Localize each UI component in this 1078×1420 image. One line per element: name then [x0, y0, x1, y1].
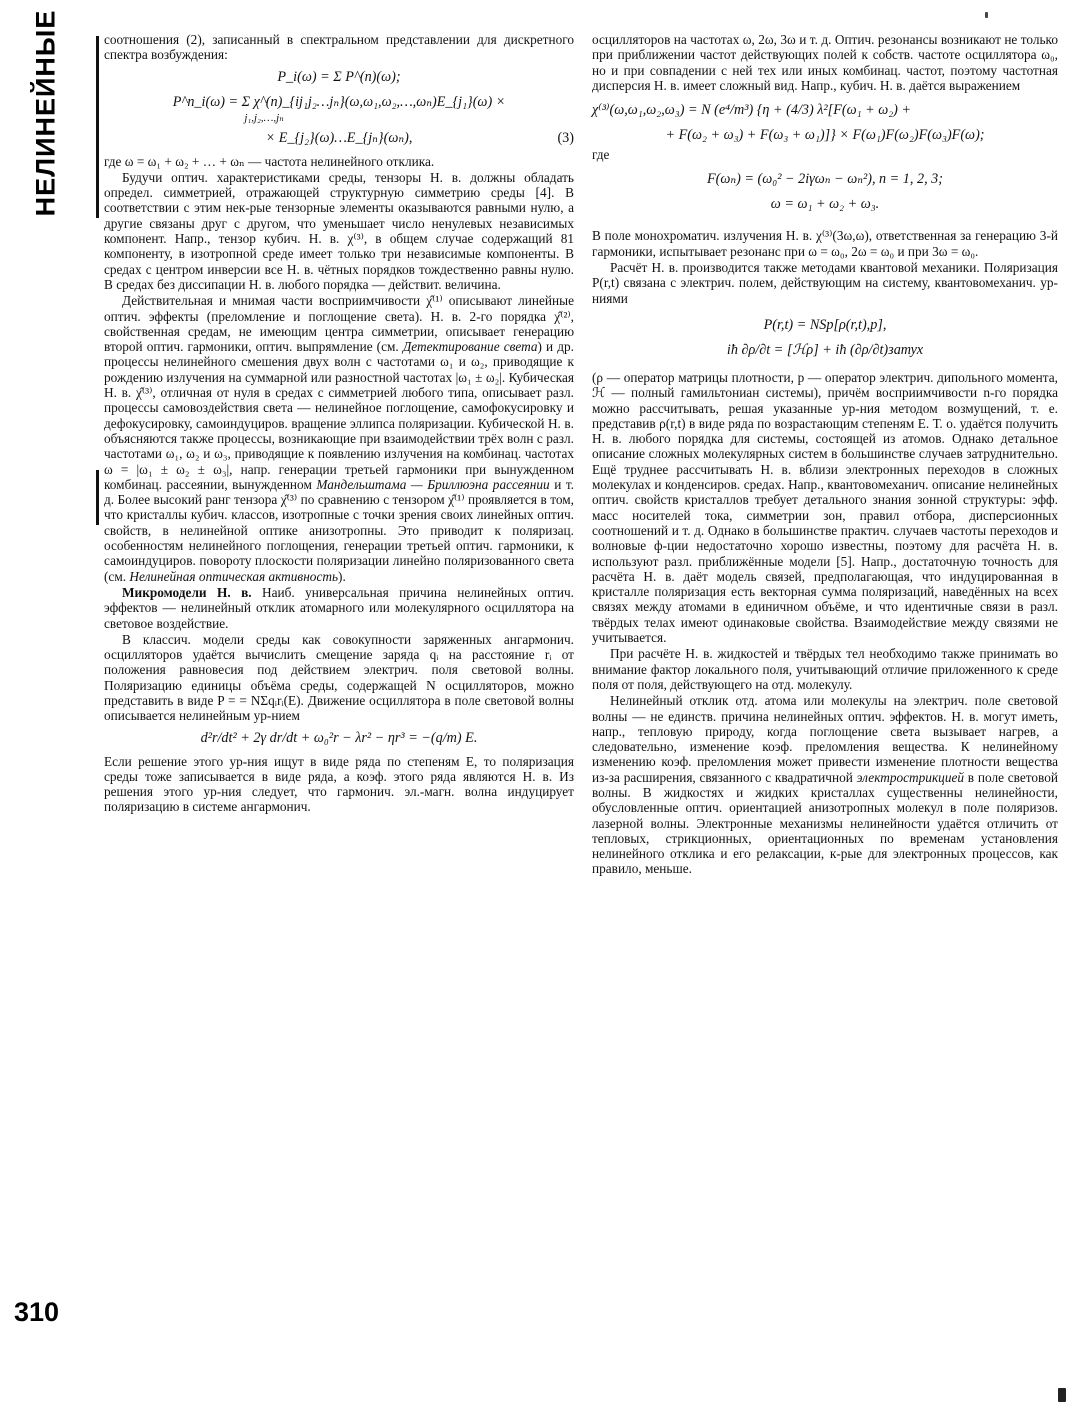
where-label: где	[592, 147, 610, 163]
paragraph: При расчёте Н. в. жидкостей и твёрдых тел необходимо также принимать во внимание фактор локального поля, учитывающий отличие приложенного к среде поля от поля, действующего на отд. молекулу.	[592, 646, 1058, 692]
scan-speck	[1058, 1388, 1066, 1402]
equation: iħ ∂ρ/∂t = [ℋρ] + iħ (∂ρ/∂t)затух	[726, 341, 924, 358]
paragraph: где ω = ω₁ + ω₂ + … + ωₙ — частота нелинейного отклика.	[104, 153, 435, 169]
paragraph: В классич. модели среды как совокупности заряженных ангармонич. осцилляторов удаётся вычислить смещение заряда qᵢ на расстояние rᵢ от положения равновесия под действием электрич. поля световой волны. Поляризацию единицы объёма среды, содержащей N осцилляторов, можно представить в виде P = = NΣqᵢrᵢ(E). Движение осциллятора в поле световой волны описывается нелинейным ур-нием	[104, 631, 574, 724]
equation-number: (3)	[557, 129, 574, 146]
equation-subscript: j₁,j₂,…,jₙ	[244, 111, 284, 124]
paragraph: (ρ — оператор матрицы плотности, p — оператор электрич. дипольного момента, ℋ — полный гамильтониан системы), причём восприимчивости n-го порядка можно рассчитывать, решая указанные ур-ния методом возмущений, т. е. представив ρ(r,t) в виде ряда по возрастающим степеням E. Т. о. удаётся получить Н. в. любого порядка для системы, состоящей из атомов. Однако детальное описание сложных молекулярных систем в большинстве случаев затруднительно. Ещё труднее рассчитывать Н. в. вблизи электронных переходов в сложных молекулах и конденсиров. средах. Напр., квантовомеханич. описание нелинейных оптич. свойств кристаллов требует детального знания зонной структуры: эфф. масс носителей тока, симметрии зон, правил отбора, дисперсионных соотношений и т. д. Однако в большинстве практич. случаев частоты переходов и волновые ф-ции недостаточно хорошо известны, поэтому для расчёта Н. в. используют разл. приближённые модели [5]. Напр., достаточную точность для расчёта Н. в. даёт модель связей, предполагающая, что индуцированная в кристалле поляризация есть векторная сумма поляризаций, наведённых на всех связях между атомами в единичном объёме, и что идентичные связи в разл. твёрдых телах имеют одинаковые свойства. Взаимодействие между связями не учитывается.	[592, 369, 1058, 646]
cross-reference: Детектирование света	[402, 339, 538, 355]
page-number: 310	[14, 1297, 60, 1327]
cross-reference: электрострикцией	[856, 769, 965, 785]
equation: ω = ω₁ + ω₂ + ω₃.	[770, 196, 880, 213]
paragraph: Расчёт Н. в. производится также методами квантовой механики. Поляризация P(r,t) связана с электрич. полем, действующим на систему, квантовомеханич. ур-ниями	[592, 260, 1058, 306]
margin-marker-2	[96, 470, 99, 525]
paragraph: соотношения (2), записанный в спектральном представлении для дискретного спектра возбуждения:	[104, 32, 574, 63]
running-title-text: НЕЛИНЕЙНЫЕ	[30, 9, 61, 216]
equation: χ⁽³⁾(ω,ω₁,ω₂,ω₃) = N (e⁴/m³) {η + (4/3) λ²[F(ω₁ + ω₂) +	[592, 102, 911, 119]
equation: P(r,t) = NSp[ρ(r,t),p],	[763, 316, 887, 333]
text-run: в поле световой волны. В жидкостях и жидких кристаллах существенны нелинейности, обусловленные оптич. ориентацией анизотропных молекул в поле поляризов. лазерной волны. Электронные механизмы нелинейности удаётся отличить от тепловых, стрикционных, ориентационных по временам установления нелинейного отклика и его релаксации, к-рые для электронных процессов, как правило, меньше.	[592, 769, 1058, 877]
paragraph: осцилляторов на частотах ω, 2ω, 3ω и т. д. Оптич. резонансы возникают не только при приближении частот действующих полей к собств. частоте осциллятора ω₀, но и при совпадении с ней тех или иных комбинац. частот, поэтому частотная дисперсия Н. в. имеет сложный вид. Напр., кубич. Н. в. даётся выражением	[592, 32, 1058, 93]
text-run: Наиб. универсальная причина нелинейных оптич. эффектов — нелинейный отклик атомарного или молекулярного осциллятора на световое воздействие.	[104, 584, 574, 631]
left-column	[104, 32, 574, 816]
equation: P_i(ω) = Σ P^(n)(ω);	[277, 68, 401, 85]
paragraph	[104, 585, 574, 631]
paragraph	[104, 293, 574, 584]
paragraph: Будучи оптич. характеристиками среды, тензоры Н. в. должны обладать определ. симметрией, отражающей структурную симметрию среды [4]. В соответствии с этим нек-рые тензорные элементы оказываются равными нулю, а другие связаны друг с другом, что уменьшает число ненулевых независимых компонент. Напр., тензор кубич. Н. в. χ⁽³⁾, в общем случае содержащий 81 компоненту, в изотропной среде имеет только три независимые компоненты. В средах с центром инверсии все Н. в. чётных порядков тождественно равны нулю. В средах без диссипации Н. в. любого порядка — действит. величина.	[104, 169, 574, 292]
text-run: Нелинейный отклик отд. атома или молекулы на электрич. поле световой волны — не единств. причина нелинейных оптич. эффектов. Н. в. могут иметь, напр., тепловую природу, когда поглощение света вызывает нагрев, а следовательно, изменение коэф. преломления вещества. К нелинейному изменению коэф. преломления может привести изменение плотности вещества из-за расширения, связанного с квадратичной	[592, 693, 1058, 785]
equation: d²r/dt² + 2γ dr/dt + ω₀²r − λr² − ηr³ = −(q/m) E.	[200, 729, 478, 746]
cross-reference: Мандельштама — Бриллюэна рассеянии	[316, 476, 550, 492]
scan-speck	[985, 12, 988, 18]
paragraph: Если решение этого ур-ния ищут в виде ряда по степеням E, то поляризация среды тоже записывается в виде ряда, а коэф. этого ряда являются Н. в. Из решения этого ур-ния следует, что гармонич. эл.-магн. волна индуцирует поляризацию в системе ангармонич.	[104, 753, 574, 815]
right-column	[592, 32, 1058, 878]
paragraph	[592, 693, 1058, 877]
paragraph: В поле монохроматич. излучения Н. в. χ⁽³⁾(3ω,ω), ответственная за генерацию 3-й гармоники, испытывает резонанс при ω = ω₀, 2ω = ω₀ и при 3ω = ω₀.	[592, 228, 1058, 259]
text-run: и т. д. Более высокий ранг тензора χ̂⁽³⁾ по сравнению с тензором χ̂⁽¹⁾ проявляется в том, что кристаллы кубич. классов, изотропные с точки зрения своих линейных оптич. свойств, в нелинейной оптике анизотропны. Это приводит к поляризац. особенностям нелинейного поглощения, генерации третьей оптич. гармоники, к самоиндуциров. повороту плоскости поляризации линейно поляризованного света (см.	[104, 476, 574, 584]
equation-line: P^n_i(ω) = Σ χ^(n)_{ij₁j₂…jₙ}(ω,ω₁,ω₂,…,ωₙ)E_{j₁}(ω) ×	[172, 93, 506, 110]
margin-marker-1	[96, 36, 99, 218]
text-run: Действительная и мнимая части восприимчивости χ̂⁽¹⁾ описывают линейные оптич. эффекты (преломление и поглощение света). Н. в. 2-го порядка χ̂⁽²⁾, свойственная средам, не имеющим центра симметрии, описывает генерацию второй оптич. гармоники, оптич. выпрямление (см.	[104, 293, 574, 355]
equation: + F(ω₂ + ω₃) + F(ω₃ + ω₁)]} × F(ω₁)F(ω₂)F(ω₃)F(ω);	[665, 127, 985, 144]
equation	[104, 93, 574, 112]
equation	[104, 129, 574, 148]
equation: F(ωₙ) = (ω₀² − 2iγωₙ − ωₙ²), n = 1, 2, 3;	[707, 171, 943, 188]
cross-reference: Нелинейная оптическая активность	[129, 568, 339, 584]
section-heading: Микромодели Н. в.	[122, 584, 252, 600]
text-run: ) и др. процессы нелинейного смешения двух волн с частотами ω₁ и ω₂, приводящие к рождению излучения на суммарной или разностной частотах |ω₁ ± ω₂|. Кубическая Н. в. χ̂⁽³⁾, отличная от нуля в средах с симметрией любого типа, описывает разл. процессы самовоздействия света — нелинейное поглощение, самофокусировку и дефокусировку, самоиндуциров. вращение эллипса поляризации. Кубической Н. в. объясняются также процессы, возникающие при взаимодействии трёх волн с разл. частотами ω₁, ω₂ и ω₃, приводящие к появлению излучения на комбинац. частотах ω = |ω₁ ± ω₂ ± ω₃|, напр. генерации третьей гармоники при вынужденном комбинац. рассеянии, вынужденном	[104, 339, 574, 492]
equation-line: × E_{j₂}(ω)…E_{jₙ}(ωₙ),	[265, 129, 413, 146]
text-run: ).	[338, 568, 346, 584]
